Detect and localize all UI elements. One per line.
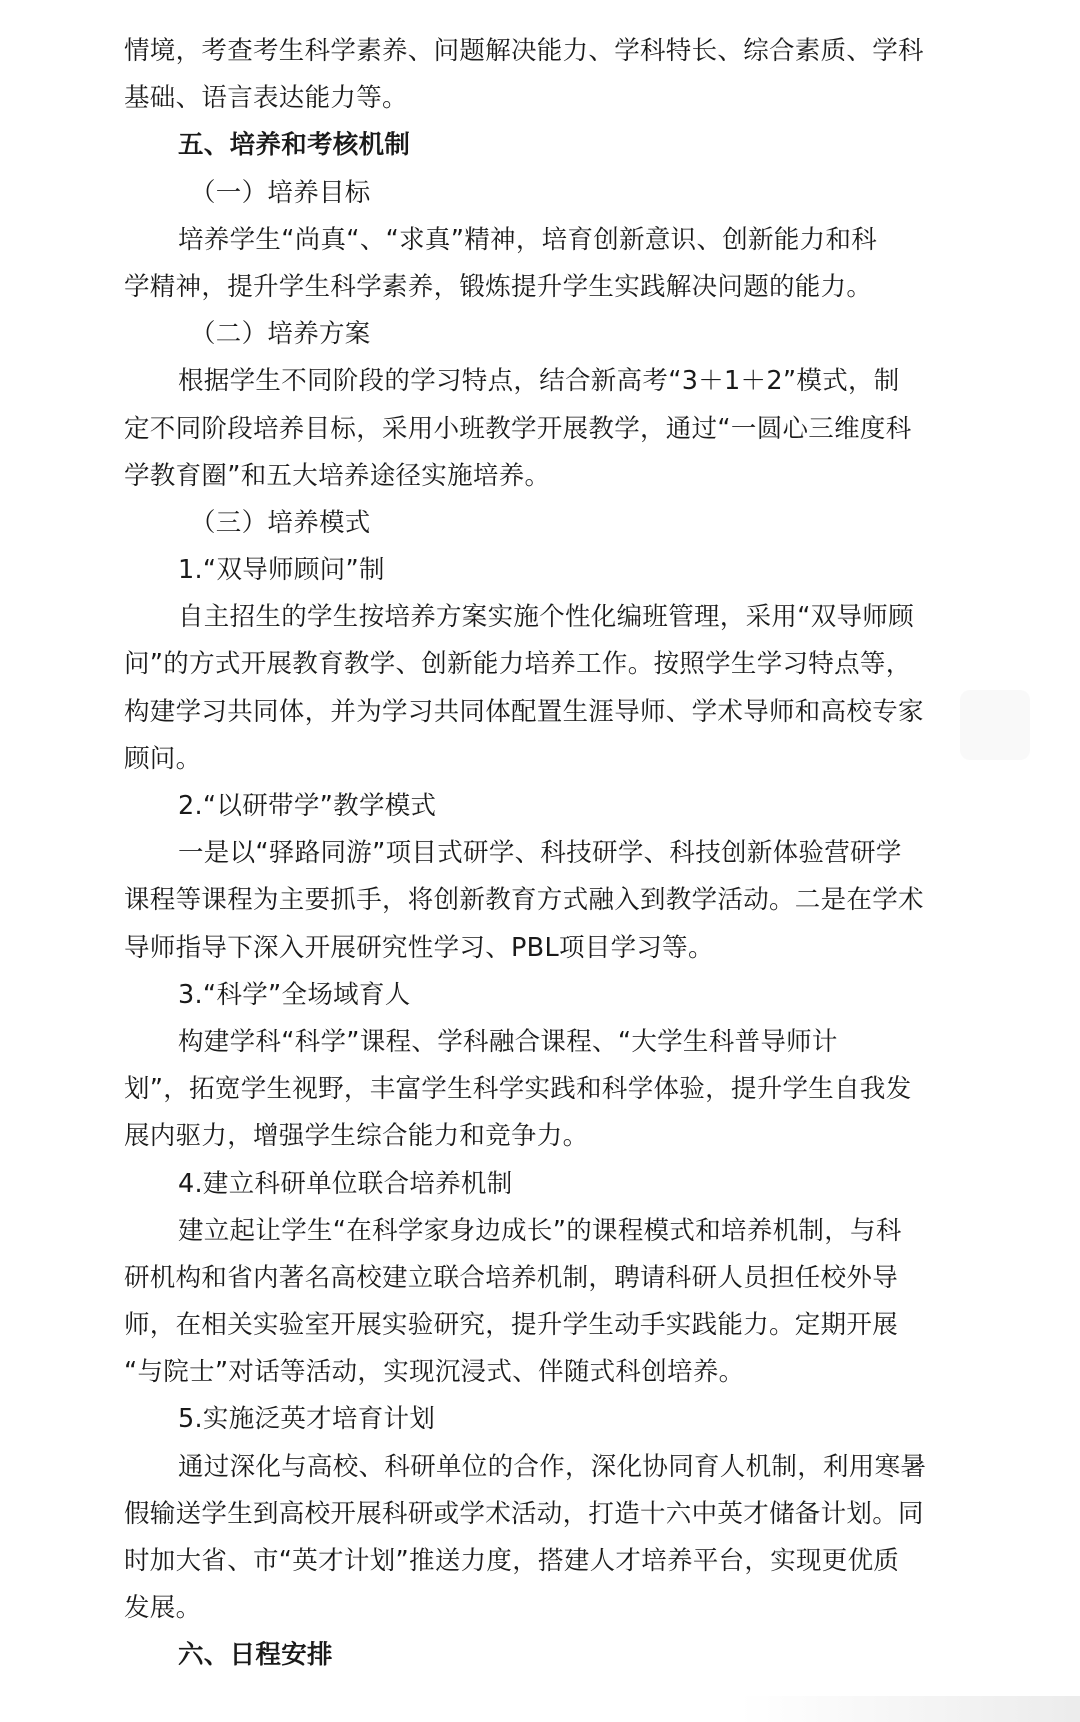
text-line: 3.“科学”全场域育人 xyxy=(178,979,411,1010)
text-line: 导师指导下深入开展研究性学习、PBL项目学习等。 xyxy=(124,932,714,963)
subsection-heading: （三）培养模式 xyxy=(190,507,371,538)
text-line: 课程等课程为主要抓手，将创新教育方式融入到教学活动。二是在学术 xyxy=(124,885,924,916)
text-line: 4.建立科研单位联合培养机制 xyxy=(178,1168,513,1199)
section-heading: 五、培养和考核机制 xyxy=(178,130,411,161)
text-line: 构建学习共同体，并为学习共同体配置生涯导师、学术导师和高校专家 xyxy=(124,696,924,727)
subsection-heading: （一）培养目标 xyxy=(190,177,371,208)
text-line: 展内驱力，增强学生综合能力和竞争力。 xyxy=(124,1121,589,1152)
text-line: 学精神，提升学生科学素养，锻炼提升学生实践解决问题的能力。 xyxy=(124,271,873,302)
text-line: 发展。 xyxy=(124,1593,202,1624)
section-heading: 六、日程安排 xyxy=(178,1640,333,1671)
text-line: 5.实施泛英才培育计划 xyxy=(178,1404,436,1435)
text-line: 1.“双导师顾问”制 xyxy=(178,555,385,586)
text-line: “与院士”对话等活动，实现沉浸式、伴随式科创培养。 xyxy=(124,1357,745,1388)
text-line: 培养学生“尚真“、“求真”精神，培育创新意识、创新能力和科 xyxy=(178,224,878,255)
text-line: 通过深化与高校、科研单位的合作，深化协同育人机制，利用寒暑 xyxy=(178,1451,927,1482)
text-line: 一是以“驿路同游”项目式研学、科技研学、科技创新体验营研学 xyxy=(178,838,902,869)
text-line: 问”的方式开展教育教学、创新能力培养工作。按照学生学习特点等， xyxy=(124,649,912,680)
text-line: 情境，考查考生科学素养、问题解决能力、学科特长、综合素质、学科 xyxy=(124,36,924,66)
text-line: 基础、语言表达能力等。 xyxy=(124,83,408,114)
text-line: 划”，拓宽学生视野，丰富学生科学实践和科学体验，提升学生自我发 xyxy=(124,1074,912,1105)
text-line: 假输送学生到高校开展科研或学术活动，打造十六中英才储备计划。同 xyxy=(124,1498,924,1529)
text-line: 自主招生的学生按培养方案实施个性化编班管理，采用“双导师顾 xyxy=(178,602,914,633)
text-line: 2.“以研带学”教学模式 xyxy=(178,791,437,821)
text-line: 构建学科“科学”课程、学科融合课程、“大学生科普导师计 xyxy=(178,1026,838,1057)
text-line: 顾问。 xyxy=(124,743,202,774)
text-line: 定不同阶段培养目标，采用小班教学开展教学，通过“一圆心三维度科 xyxy=(124,413,912,444)
text-line: 建立起让学生“在科学家身边成长”的课程模式和培养机制，与科 xyxy=(178,1215,902,1246)
text-line: 学教育圈”和五大培养途径实施培养。 xyxy=(124,460,551,491)
text-line: 研机构和省内著名高校建立联合培养机制，聘请科研人员担任校外导 xyxy=(124,1262,899,1293)
text-line: 时加大省、市“英才计划”推送力度，搭建人才培养平台，实现更优质 xyxy=(124,1546,900,1576)
document-page xyxy=(124,28,952,1680)
text-line: 根据学生不同阶段的学习特点，结合新高考“3＋1＋2”模式，制 xyxy=(178,366,900,397)
text-line: 师，在相关实验室开展实验研究，提升学生动手实践能力。定期开展 xyxy=(124,1310,899,1341)
subsection-heading: （二）培养方案 xyxy=(190,319,371,350)
watermark xyxy=(740,1696,1080,1722)
side-overlay-mark xyxy=(960,690,1030,760)
